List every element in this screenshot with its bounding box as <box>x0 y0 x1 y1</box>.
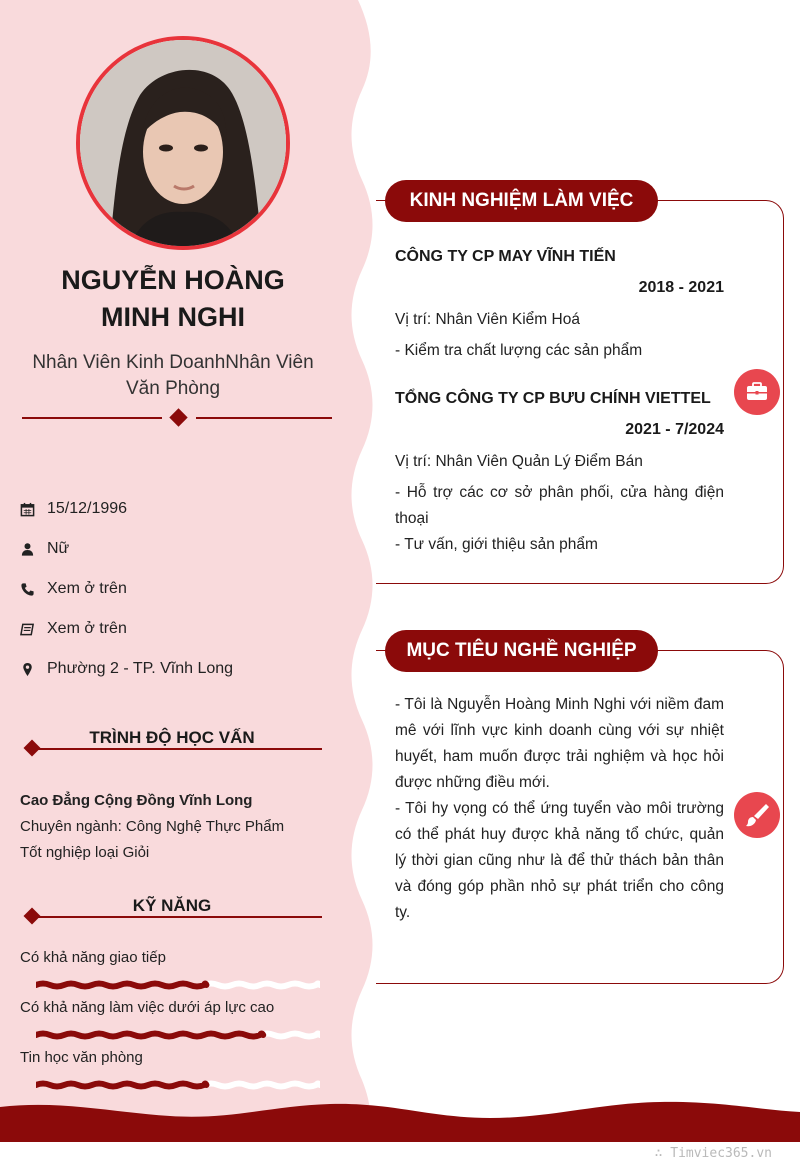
avatar <box>76 36 290 250</box>
profile-photo <box>80 40 286 246</box>
job-period: 2021 - 7/2024 <box>625 421 724 438</box>
job-position: Vị trí: Nhân Viên Kiểm Hoá <box>395 311 580 328</box>
candidate-title <box>20 350 326 402</box>
job-period: 2018 - 2021 <box>638 279 724 296</box>
user-icon <box>20 542 35 557</box>
paintbrush-icon <box>734 792 780 838</box>
info-phone <box>20 578 127 600</box>
location-icon <box>20 662 35 677</box>
skills-heading <box>22 896 322 928</box>
experience-heading: KINH NGHIỆM LÀM VIỆC <box>385 180 658 222</box>
skill-bar-fill <box>36 1034 263 1037</box>
skills-heading-label: KỸ NĂNG <box>132 896 212 915</box>
name-divider <box>22 410 332 426</box>
title-line-1: Nhân Viên Kinh DoanhNhân Viên <box>32 352 314 373</box>
email-value: Xem ở trên <box>47 620 127 637</box>
briefcase-icon <box>734 369 780 415</box>
education-major: Chuyên ngành: Công Nghệ Thực Phẩm <box>20 818 285 835</box>
title-line-2: Văn Phòng <box>125 378 221 399</box>
footer-watermark: ∴ Timviec365.vn <box>654 1146 772 1161</box>
education-school: Cao Đẳng Cộng Đồng Vĩnh Long <box>20 792 253 809</box>
education-heading <box>22 728 322 760</box>
email-icon <box>20 622 35 637</box>
info-birthdate <box>20 498 127 520</box>
skill-label: Có khả năng giao tiếp <box>20 949 166 966</box>
goal-paragraph: - Tôi hy vọng có thể ứng tuyển vào môi trường có thể phát huy được khả năng tổ chức, quản lý thời gian cũng như là để thử thách bản thân và đóng góp phần nhỏ sự phát triển cho công ty. <box>395 800 724 921</box>
candidate-name <box>20 262 326 336</box>
gender-value: Nữ <box>47 540 70 557</box>
skill-bar <box>36 1029 320 1041</box>
info-address <box>20 658 233 680</box>
education-grade: Tốt nghiệp loại Giỏi <box>20 844 150 861</box>
job-company: CÔNG TY CP MAY VĨNH TIẾN <box>395 248 616 265</box>
skill-bar-fill <box>36 984 206 987</box>
goal-heading: MỤC TIÊU NGHỀ NGHIỆP <box>385 630 658 672</box>
birthdate-value: 15/12/1996 <box>47 500 128 517</box>
skill-label: Tin học văn phòng <box>20 1049 143 1066</box>
skill-bar <box>36 979 320 991</box>
job-description: - Hỗ trợ các cơ sở phân phối, cửa hàng điện thoại <box>395 484 724 527</box>
education-block <box>20 788 284 866</box>
address-value: Phường 2 - TP. Vĩnh Long <box>47 660 234 677</box>
phone-icon <box>20 582 35 597</box>
job-position: Vị trí: Nhân Viên Quản Lý Điểm Bán <box>395 453 643 470</box>
job-company: TỔNG CÔNG TY CP BƯU CHÍNH VIETTEL <box>395 390 711 407</box>
goal-paragraph: - Tôi là Nguyễn Hoàng Minh Nghi với niềm đam mê với lĩnh vực kinh doanh cùng với sự nhiệt huyết, ham muốn được trải nghiệm và học hỏi được những điều mới. <box>395 696 724 791</box>
phone-value: Xem ở trên <box>47 580 127 597</box>
job-description: - Kiểm tra chất lượng các sản phẩm <box>395 342 643 359</box>
info-gender <box>20 538 69 560</box>
info-email <box>20 618 127 640</box>
skill-label: Có khả năng làm việc dưới áp lực cao <box>20 999 275 1016</box>
calendar-icon <box>20 502 35 517</box>
name-line-1: NGUYỄN HOÀNG <box>61 265 285 295</box>
skill-bar-fill <box>36 1084 206 1087</box>
job-description: - Tư vấn, giới thiệu sản phẩm <box>395 536 598 553</box>
name-line-2: MINH NGHI <box>101 302 245 332</box>
education-heading-label: TRÌNH ĐỘ HỌC VẤN <box>89 728 255 747</box>
skill-bar <box>36 1079 320 1091</box>
